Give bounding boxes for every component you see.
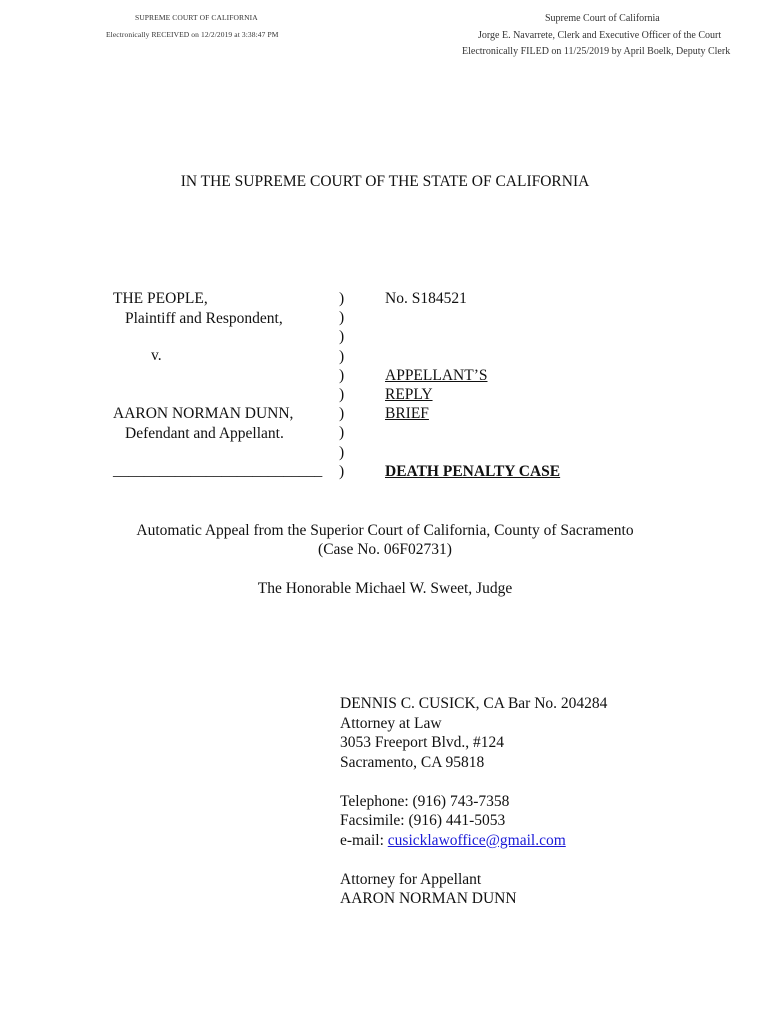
- paren: ): [339, 366, 345, 384]
- filed-stamp-line: Electronically FILED on 11/25/2019 by April Boelk, Deputy Clerk: [462, 46, 731, 57]
- attorney-name: DENNIS C. CUSICK, CA Bar No. 204284: [340, 695, 608, 712]
- caption-rule: ___________________________: [113, 462, 323, 479]
- filed-stamp-clerk: Jorge E. Navarrete, Clerk and Executive Officer of the Court: [478, 30, 722, 41]
- party-plaintiff-role: Plaintiff and Respondent,: [125, 310, 283, 327]
- appeal-line: Automatic Appeal from the Superior Court of California, County of Sacramento: [136, 522, 634, 539]
- paren: ): [339, 309, 345, 327]
- attorney-client: AARON NORMAN DUNN: [340, 890, 517, 907]
- attorney-title: Attorney at Law: [340, 714, 442, 732]
- paren: ): [339, 462, 345, 480]
- case-number: No. S184521: [385, 290, 467, 307]
- party-plaintiff: THE PEOPLE,: [113, 290, 208, 307]
- brief-title-line3: BRIEF: [385, 405, 429, 422]
- attorney-address-line1: 3053 Freeport Blvd., #124: [340, 734, 505, 751]
- attorney-email-line: [340, 831, 607, 851]
- death-penalty-label: DEATH PENALTY CASE: [385, 463, 561, 480]
- attorney-address-line2: Sacramento, CA 95818: [340, 753, 485, 771]
- attorney-block: [340, 694, 607, 909]
- email-label: e-mail:: [340, 831, 388, 849]
- received-stamp-court: SUPREME COURT OF CALIFORNIA: [135, 13, 258, 22]
- filed-stamp-court: Supreme Court of California: [545, 13, 660, 24]
- paren: ): [339, 347, 345, 365]
- paren: ): [339, 443, 345, 461]
- party-defendant-role: Defendant and Appellant.: [125, 425, 284, 442]
- trial-case-number: (Case No. 06F02731): [318, 541, 452, 558]
- party-defendant: AARON NORMAN DUNN,: [113, 405, 294, 422]
- paren: ): [339, 328, 345, 346]
- trial-judge: The Honorable Michael W. Sweet, Judge: [257, 580, 513, 597]
- email-link[interactable]: cusicklawoffice@gmail.com: [387, 831, 566, 849]
- caption-paren-column: [339, 289, 344, 481]
- attorney-for-label: Attorney for Appellant: [340, 870, 482, 888]
- paren: ): [339, 405, 345, 423]
- brief-title-line1: APPELLANT’S: [385, 367, 488, 384]
- received-stamp-line: Electronically RECEIVED on 12/2/2019 at 3:38:47 PM: [106, 30, 279, 39]
- paren: ): [339, 386, 345, 404]
- paren: ): [339, 424, 345, 442]
- paren: ): [339, 290, 345, 307]
- attorney-telephone: Telephone: (916) 743-7358: [340, 792, 510, 810]
- court-title: IN THE SUPREME COURT OF THE STATE OF CALIFORNIA: [180, 173, 590, 190]
- attorney-facsimile: Facsimile: (916) 441-5053: [340, 812, 506, 829]
- brief-title-line2: REPLY: [385, 386, 433, 403]
- versus: v.: [151, 347, 162, 364]
